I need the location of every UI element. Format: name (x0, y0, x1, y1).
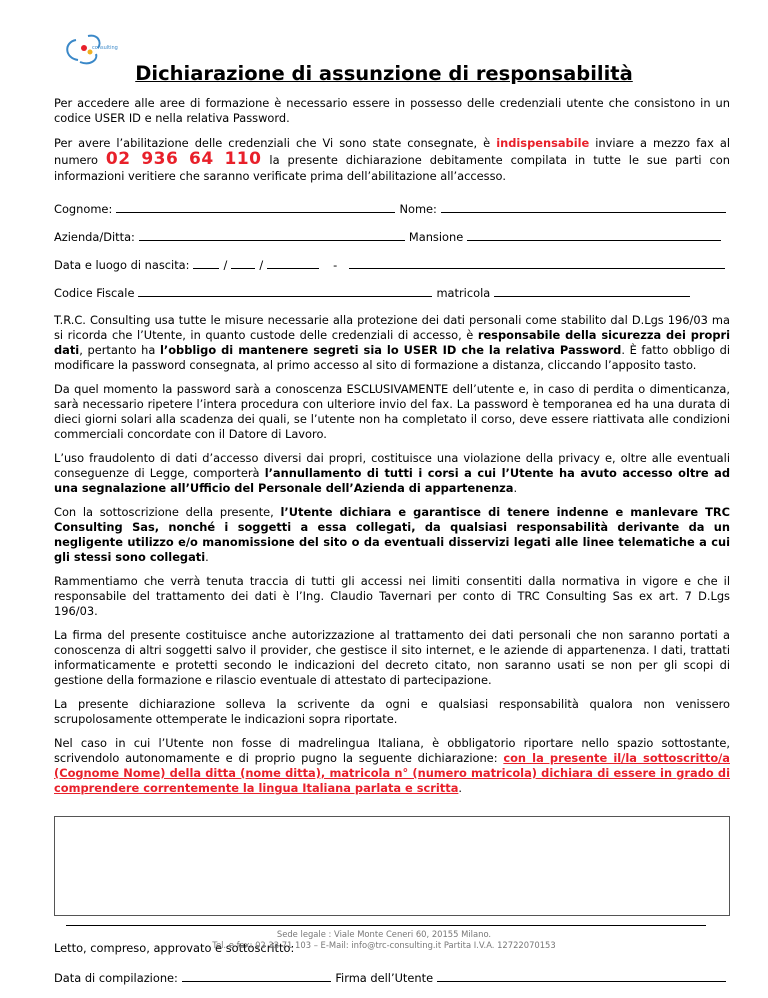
data-compilazione-label: Data di compilazione: (54, 971, 178, 985)
signature-line[interactable] (437, 970, 726, 982)
azienda-input-line[interactable] (139, 229, 405, 241)
birth-place-line[interactable] (349, 257, 725, 269)
field-row-signature (54, 970, 730, 985)
firma-label: Firma dell’Utente (335, 971, 434, 985)
compilation-date-line[interactable] (182, 970, 331, 982)
footer-address: Sede legale : Viale Monte Ceneri 60, 20155 Milano. (276, 929, 492, 939)
mansione-input-line[interactable] (467, 229, 721, 241)
footer-contacts: Tel. e fax: 02 32 71 103 – E-Mail: info@trc-consulting.it Partita I.V.A. 12722070153 (212, 940, 556, 950)
footer-divider (66, 925, 706, 926)
logo-text: consulting (92, 45, 118, 51)
mansione-label: Mansione (408, 230, 464, 244)
handwritten-declaration-box[interactable] (54, 816, 730, 916)
birth-month-line[interactable] (231, 257, 255, 269)
cognome-input-line[interactable] (116, 201, 395, 213)
consent-paragraph: La firma del presente costituisce anche autorizzazione al trattamento dei dati personali che non saranno portati a conoscenza di altri soggetti salvo il provider, che gestisce il sito internet, e le aziende di appartenenza. I dati, trattati informaticamente e protetti secondo le indicazioni del decreto citato, non saranno usati se non per gli scopi di gestione della formazione e rilascio eventuale di attestato di partecipazione. (54, 628, 730, 687)
nascita-label: Data e luogo di nascita: (54, 258, 190, 272)
cf-label: Codice Fiscale (54, 286, 135, 300)
language-paragraph: Nel caso in cui l’Utente non fosse di madrelingua Italiana, è obbligatorio riportare nello spazio sottostante, scrivendolo autonomamente e di proprio pugno la seguente dichiarazione: con la presente il/la sottoscritto/a (Cognome Nome) della ditta (nome ditta), matricola n° (numero matricola) dichiara di essere in grado di comprendere correntemente la lingua Italiana parlata e scritta. (54, 736, 730, 795)
language-declaration: con la presente il/la sottoscritto/a (Cognome Nome) della ditta (nome ditta), matricola n° (numero matricola) dichiara di essere in grado di comprendere correntemente la lingua Italiana parlata e scritta (54, 751, 730, 795)
nome-input-line[interactable] (441, 201, 726, 213)
field-row-fiscal (54, 285, 730, 300)
cf-input-line[interactable] (138, 285, 432, 297)
intro-paragraph-1: Per accedere alle aree di formazione è necessario essere in possesso delle credenziali utente che consistono in un codice USER ID e nella relativa Password. (54, 96, 730, 125)
matricola-label: matricola (436, 286, 491, 300)
birth-day-line[interactable] (193, 257, 219, 269)
birth-year-line[interactable] (267, 257, 319, 269)
liability-paragraph: Con la sottoscrizione della presente, l’Utente dichiara e garantisce di tenere indenne e manlevare TRC Consulting Sas, nonché i soggetti a essa collegati, da qualsiasi responsabilità derivante da un negligente utilizzo e/o manomissione del sito o da eventuali disservizi legati alle linee telematiche a cui gli stessi sono collegati. (54, 505, 731, 564)
password-paragraph: Da quel momento la password sarà a conoscenza ESCLUSIVAMENTE dell’utente e, in caso di perdita o dimenticanza, sarà necessario ripetere l’intera procedura con ulteriore invio del fax. La password è temporanea ed ha una durata di dieci giorni solari alla scadenza dei quali, se l’utente non ha completato il corso, deve essere riattivata alle condizioni commerciali concordate con il Datore di Lavoro. (54, 382, 730, 441)
azienda-label: Azienda/Ditta: (54, 230, 135, 244)
fraud-paragraph: L’uso fraudolento di dati d’accesso diversi dai propri, costituisce una violazione della privacy e, oltre alle eventuali conseguenze di Legge, comporterà l’annullamento di tutti i corsi a cui l’Utente ha avuto accesso oltre ad una segnalazione all’Ufficio del Personale dell’Azienda di appartenenza. (54, 451, 730, 495)
field-row-company (54, 229, 730, 244)
privacy-paragraph: T.R.C. Consulting usa tutte le misure necessarie alla protezione dei dati personali come stabilito dal D.Lgs 196/03 ma si ricorda che l’Utente, in quanto custode delle credenziali di accesso, è responsabile della sicurezza dei propri dati, pertanto ha l’obbligo di mantenere segreti sia lo USER ID che la relativa Password. È fatto obbligo di modificare la password consegnata, al primo accesso al sito di formazione a distanza, cliccando l’apposito tasto. (54, 313, 730, 372)
cognome-label: Cognome: (54, 202, 113, 216)
matricola-input-line[interactable] (494, 285, 690, 297)
letto-line: Letto, compreso, approvato e sottoscritto: (54, 941, 295, 955)
indispensabile-text: indispensabile (496, 136, 590, 150)
document-body (54, 96, 730, 998)
nome-label: Nome: (399, 202, 437, 216)
tracking-paragraph: Rammentiamo che verrà tenuta traccia di tutti gli accessi nei limiti consentiti dalla normativa in vigore e che il responsabile del trattamento dei dati è l’Ing. Claudio Tavernari per conto di TRC Consulting Sas ex art. 7 D.Lgs 196/03. (54, 574, 730, 618)
page-title: Dichiarazione di assunzione di responsabilità (135, 62, 633, 85)
field-row-birth: Data e luogo di nascita: / / - (54, 257, 730, 272)
footer (0, 929, 768, 951)
field-row-name (54, 201, 730, 216)
disclaimer-paragraph: La presente dichiarazione solleva la scrivente da ogni e qualsiasi responsabilità qualora non venissero scrupolosamente ottemperate le indicazioni sopra riportate. (54, 697, 730, 726)
intro-paragraph-2: Per avere l’abilitazione delle credenziali che Vi sono state consegnate, è indispensabile inviare a mezzo fax al numero 02 936 64 110 la presente dichiarazione debitamente compilata in tutte le sue parti con informazioni veritiere che saranno verificate prima dell’abilitazione all’accesso. (54, 136, 731, 183)
fax-number: 02 936 64 110 (105, 149, 262, 169)
